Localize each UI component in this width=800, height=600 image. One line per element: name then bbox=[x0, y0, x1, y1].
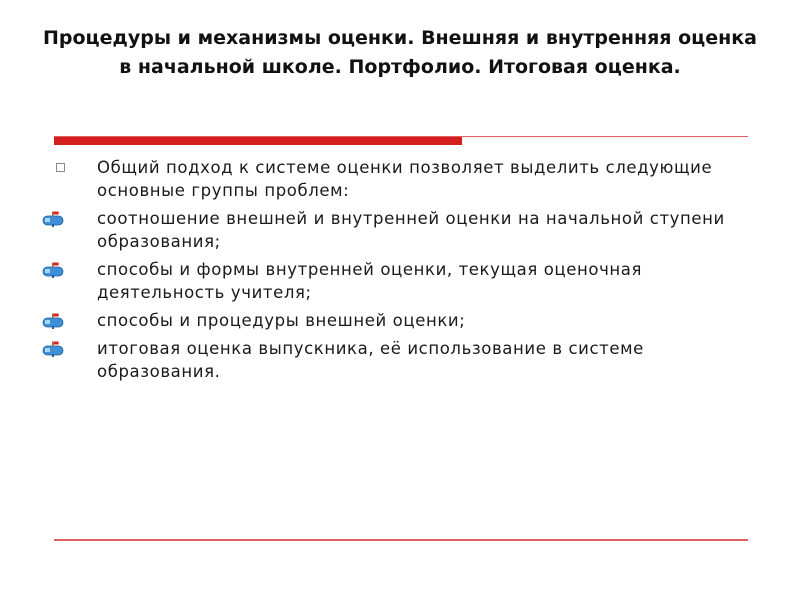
list-item-intro bbox=[40, 156, 740, 202]
bottom-divider-line bbox=[54, 539, 748, 541]
item-text: итоговая оценка выпускника, её использование в системе образования. bbox=[97, 339, 644, 381]
mailbox-icon bbox=[40, 262, 66, 278]
accent-divider-bar bbox=[54, 137, 462, 145]
list-item bbox=[40, 207, 740, 253]
intro-text: Общий подход к системе оценки позволяет выделить следующие основные группы проблем: bbox=[97, 158, 713, 200]
slide-title: Процедуры и механизмы оценки. Внешняя и внутренняя оценка в начальной школе. Портфолио. Итоговая оценка. bbox=[43, 27, 757, 78]
mailbox-icon bbox=[40, 341, 66, 357]
item-text: способы и процедуры внешней оценки; bbox=[97, 311, 466, 330]
item-text: способы и формы внутренней оценки, текущая оценочная деятельность учителя; bbox=[97, 260, 643, 302]
mailbox-icon bbox=[40, 211, 66, 227]
list-item bbox=[40, 337, 740, 383]
list-item bbox=[40, 309, 740, 332]
title-divider bbox=[54, 135, 748, 145]
mailbox-icon bbox=[40, 313, 66, 329]
square-bullet-icon bbox=[56, 163, 65, 172]
item-text: соотношение внешней и внутренней оценки на начальной ступени образования; bbox=[97, 209, 725, 251]
list-item bbox=[40, 258, 740, 304]
bullet-list bbox=[40, 156, 740, 388]
